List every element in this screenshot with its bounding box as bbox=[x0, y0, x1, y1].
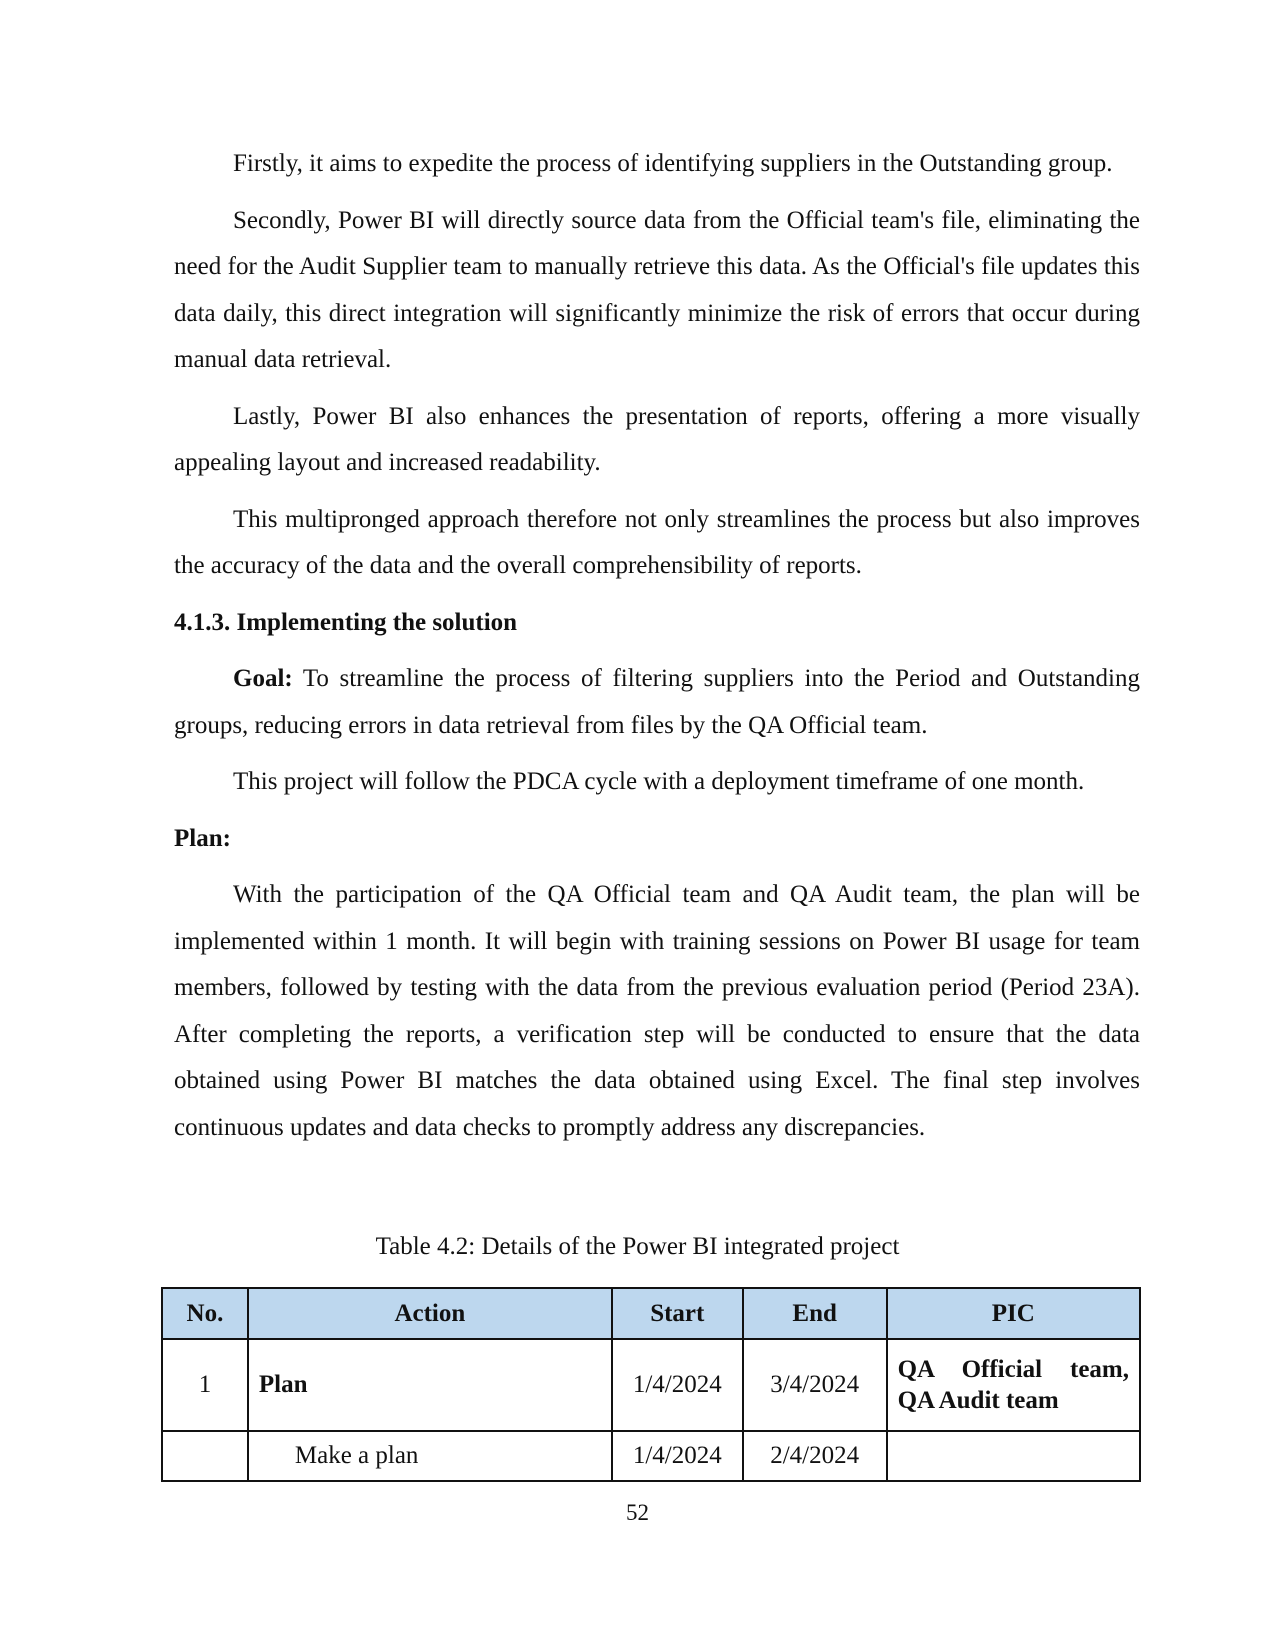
paragraph-plan: With the participation of the QA Official team and QA Audit team, the plan will be implemented within 1 month. It will begin with training sessions on Power BI usage for team members, followed by testing with the data from the previous evaluation period (Period 23A). After completing the reports, a verification step will be conducted to ensure that the data obtained using Power BI matches the data obtained using Excel. The final step involves continuous updates and data checks to promptly address any discrepancies. bbox=[174, 881, 1140, 1141]
table-row bbox=[162, 1339, 1140, 1431]
cell-pic bbox=[887, 1431, 1140, 1481]
plan-heading: Plan: bbox=[174, 824, 231, 852]
header-pic: PIC bbox=[887, 1288, 1140, 1339]
cell-action: Make a plan bbox=[248, 1431, 612, 1481]
table-caption: Table 4.2: Details of the Power BI integrated project bbox=[375, 1233, 900, 1260]
header-action: Action bbox=[248, 1288, 612, 1339]
paragraph-firstly: Firstly, it aims to expedite the process of identifying suppliers in the Outstanding group. bbox=[233, 150, 1113, 177]
header-no: No. bbox=[162, 1288, 248, 1339]
paragraph-multipronged: This multipronged approach therefore not only streamlines the process but also improves the accuracy of the data and the overall comprehensibility of reports. bbox=[174, 505, 1140, 579]
header-end: End bbox=[743, 1288, 887, 1339]
cell-start: 1/4/2024 bbox=[612, 1431, 743, 1481]
paragraph-pdca: This project will follow the PDCA cycle with a deployment timeframe of one month. bbox=[233, 768, 1085, 795]
body-text-top bbox=[174, 141, 1140, 1151]
project-details-table bbox=[161, 1287, 1141, 1482]
cell-no bbox=[162, 1431, 248, 1481]
cell-no: 1 bbox=[162, 1339, 248, 1431]
pic-line-2: QA Audit team bbox=[897, 1387, 1059, 1414]
page-number: 52 bbox=[626, 1500, 649, 1525]
pic-line-1: QA Official team, bbox=[897, 1356, 1129, 1383]
goal-label: Goal: bbox=[233, 665, 293, 692]
table-header-row bbox=[162, 1288, 1140, 1339]
table-row bbox=[162, 1431, 1140, 1481]
cell-pic bbox=[887, 1339, 1140, 1431]
cell-end: 2/4/2024 bbox=[743, 1431, 887, 1481]
section-heading: 4.1.3. Implementing the solution bbox=[174, 608, 518, 636]
paragraph-lastly: Lastly, Power BI also enhances the presentation of reports, offering a more visually appealing layout and increased readability. bbox=[174, 402, 1140, 476]
cell-end: 3/4/2024 bbox=[743, 1339, 887, 1431]
header-start: Start bbox=[612, 1288, 743, 1339]
cell-start: 1/4/2024 bbox=[612, 1339, 743, 1431]
paragraph-secondly: Secondly, Power BI will directly source data from the Official team's file, eliminating the need for the Audit Supplier team to manually retrieve this data. As the Official's file updates this data daily, this direct integration will significantly minimize the risk of errors that occur during manual data retrieval. bbox=[174, 206, 1140, 373]
goal-text: To streamline the process of filtering suppliers into the Period and Outstanding groups, reducing errors in data retrieval from files by the QA Official team. bbox=[174, 665, 1140, 739]
cell-action: Plan bbox=[248, 1339, 612, 1431]
paragraph-goal bbox=[174, 656, 1140, 749]
